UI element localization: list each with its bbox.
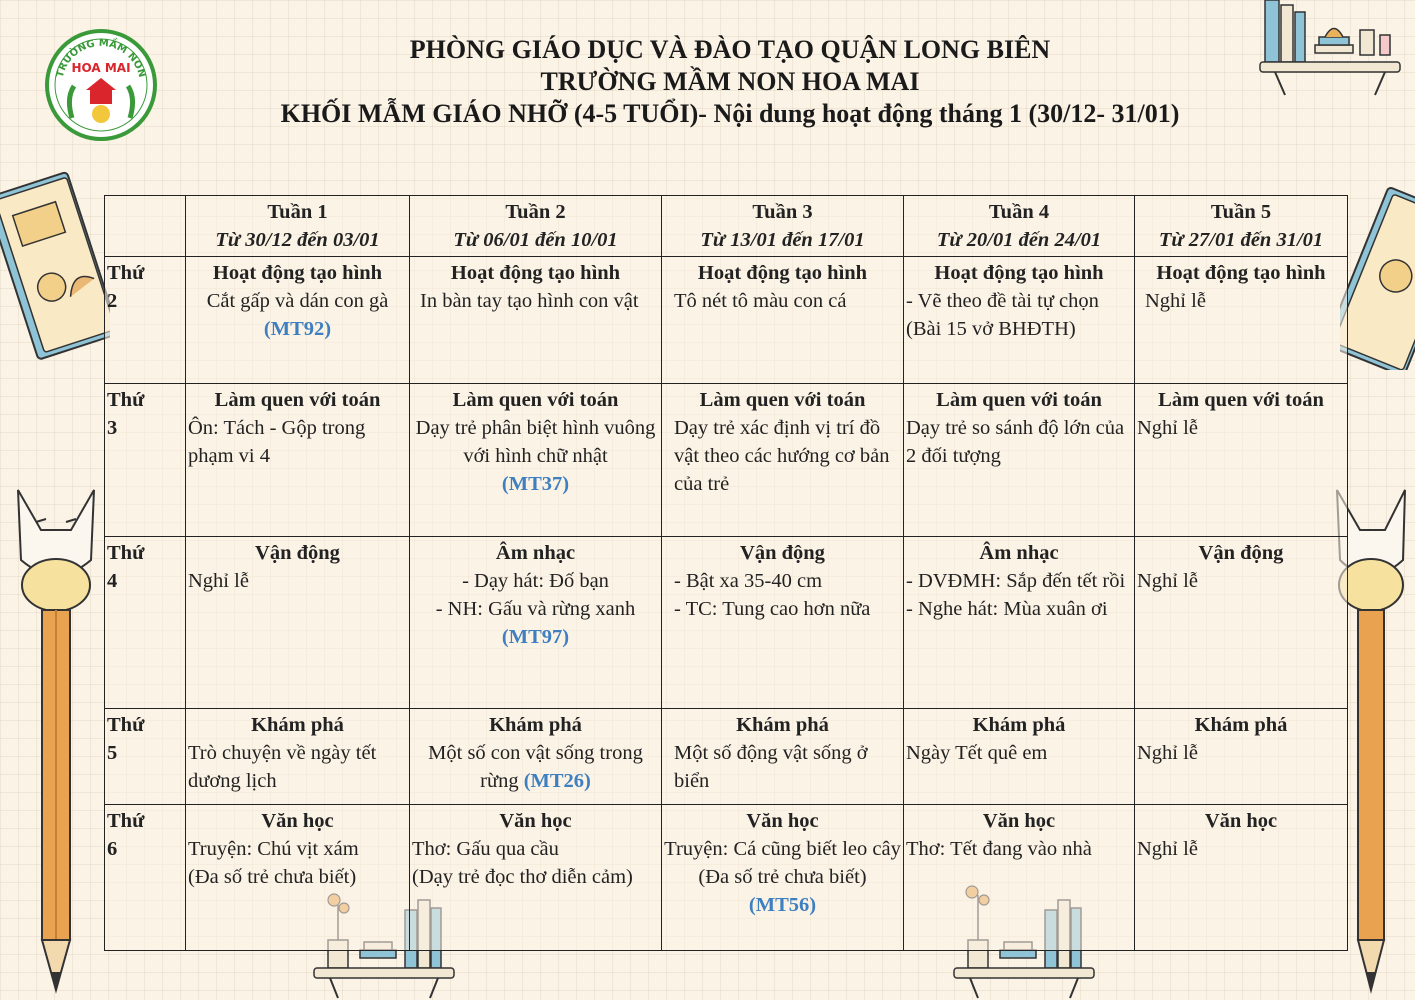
activity-cell bbox=[904, 537, 1135, 709]
day-label: Thứ 3 bbox=[105, 384, 186, 537]
activity-title: Văn học bbox=[982, 810, 1056, 832]
activity-text: (Đa số trẻ chưa biết) bbox=[698, 866, 867, 888]
activity-text: Tô nét tô màu con cá bbox=[674, 290, 847, 312]
week-range: Từ 06/01 đến 10/01 bbox=[453, 229, 618, 251]
activity-cell bbox=[1135, 709, 1348, 805]
activity-title: Làm quen với toán bbox=[452, 389, 619, 411]
activity-text: Dạy trẻ so sánh độ lớn của 2 đối tượng bbox=[906, 417, 1125, 467]
activity-title: Khám phá bbox=[251, 714, 344, 736]
activity-cell bbox=[186, 257, 410, 384]
activity-text: - Dạy hát: Đố bạn bbox=[462, 570, 609, 592]
activity-text: Nghỉ lễ bbox=[1137, 838, 1198, 860]
table-row bbox=[105, 537, 1348, 709]
activity-cell bbox=[410, 257, 662, 384]
week-name: Tuần 1 bbox=[267, 201, 328, 223]
week-name: Tuần 3 bbox=[752, 201, 813, 223]
activity-cell bbox=[662, 709, 904, 805]
activity-cell bbox=[904, 805, 1135, 951]
activity-text: Cắt gấp và dán con gà bbox=[206, 290, 389, 312]
table-row bbox=[105, 257, 1348, 384]
table-row bbox=[105, 384, 1348, 537]
activity-cell bbox=[1135, 805, 1348, 951]
activity-text: Dạy trẻ xác định vị trí đồ vật theo các hướng cơ bản của trẻ bbox=[674, 417, 890, 495]
activity-text: Một số con vật sống trong rừng bbox=[428, 742, 643, 792]
table-header-row bbox=[105, 196, 1348, 257]
activity-title: Hoạt động tạo hình bbox=[450, 262, 621, 284]
objective-code: (MT26) bbox=[523, 770, 591, 792]
activity-text: Nghỉ lễ bbox=[1137, 570, 1198, 592]
activity-text: Một số động vật sống ở biển bbox=[674, 742, 868, 792]
activity-cell bbox=[410, 384, 662, 537]
activity-text: (Đa số trẻ chưa biết) bbox=[188, 866, 357, 888]
objective-code: (MT92) bbox=[263, 318, 332, 340]
activity-text: In bàn tay tạo hình con vật bbox=[420, 290, 639, 312]
activity-text: Truyện: Chú vịt xám bbox=[188, 838, 359, 860]
table-row bbox=[105, 709, 1348, 805]
week-header bbox=[662, 196, 904, 257]
activity-text: - DVĐMH: Sắp đến tết rồi bbox=[906, 570, 1126, 592]
notebook-decoration-left bbox=[0, 165, 110, 365]
table-row bbox=[105, 805, 1348, 951]
school-logo bbox=[44, 28, 158, 142]
day-label: Thứ 5 bbox=[105, 709, 186, 805]
week-name: Tuần 4 bbox=[988, 201, 1050, 223]
activity-title: Văn học bbox=[499, 810, 572, 832]
activity-text: - Nghe hát: Mùa xuân ơi bbox=[906, 598, 1108, 620]
activity-cell bbox=[662, 257, 904, 384]
activity-cell bbox=[904, 384, 1135, 537]
objective-code: (MT97) bbox=[501, 626, 570, 648]
activity-title: Hoạt động tạo hình bbox=[1156, 262, 1326, 284]
week-range: Từ 30/12 đến 03/01 bbox=[215, 229, 380, 251]
notebook-decoration-right bbox=[1340, 180, 1415, 370]
activity-text: (Bài 15 vở BHĐTH) bbox=[906, 318, 1076, 340]
activity-title: Khám phá bbox=[1194, 714, 1288, 736]
objective-code: (MT37) bbox=[501, 473, 570, 495]
day-label: Thứ 4 bbox=[105, 537, 186, 709]
activity-title: Vận động bbox=[1198, 542, 1284, 564]
activity-title: Hoạt động tạo hình bbox=[934, 262, 1104, 284]
activity-title: Văn học bbox=[261, 810, 334, 832]
activity-cell bbox=[410, 805, 662, 951]
activity-title: Văn học bbox=[746, 810, 819, 832]
activity-text: - TC: Tung cao hơn nữa bbox=[674, 598, 871, 620]
activity-title: Khám phá bbox=[489, 714, 582, 736]
week-header bbox=[410, 196, 662, 257]
header-department: PHÒNG GIÁO DỤC VÀ ĐÀO TẠO QUẬN LONG BIÊN bbox=[409, 35, 1051, 64]
activity-text: Nghỉ lễ bbox=[1137, 742, 1198, 764]
week-name: Tuần 2 bbox=[505, 201, 566, 223]
activity-title: Khám phá bbox=[972, 714, 1066, 736]
activity-title: Âm nhạc bbox=[979, 542, 1059, 564]
week-header bbox=[904, 196, 1135, 257]
activity-title: Vận động bbox=[255, 542, 340, 564]
activity-cell bbox=[662, 805, 904, 951]
header-school: TRƯỜNG MẦM NON HOA MAI bbox=[540, 67, 920, 96]
corner-cell bbox=[105, 196, 186, 257]
activity-text: Thơ: Tết đang vào nhà bbox=[906, 838, 1092, 860]
activity-text: Nghỉ lễ bbox=[188, 570, 249, 592]
activity-title: Hoạt động tạo hình bbox=[697, 262, 868, 284]
activity-text: Nghỉ lễ bbox=[1137, 417, 1198, 439]
activity-text: Ôn: Tách - Gộp trong phạm vi 4 bbox=[188, 417, 366, 467]
activity-cell bbox=[1135, 537, 1348, 709]
week-header bbox=[186, 196, 410, 257]
day-label: Thứ 6 bbox=[105, 805, 186, 951]
activity-title: Vận động bbox=[740, 542, 825, 564]
activity-text: - NH: Gấu và rừng xanh bbox=[435, 598, 636, 620]
activity-text: Ngày Tết quê em bbox=[906, 742, 1048, 764]
activity-title: Hoạt động tạo hình bbox=[212, 262, 383, 284]
activity-cell bbox=[410, 537, 662, 709]
activity-text: - Bật xa 35-40 cm bbox=[674, 570, 823, 592]
logo-name: HOA MAI bbox=[71, 61, 131, 75]
week-range: Từ 13/01 đến 17/01 bbox=[700, 229, 865, 251]
activity-title: Làm quen với toán bbox=[936, 389, 1102, 411]
activity-cell bbox=[904, 709, 1135, 805]
objective-code: (MT56) bbox=[748, 894, 817, 916]
activity-cell bbox=[662, 537, 904, 709]
activity-text: (Dạy trẻ đọc thơ diễn cảm) bbox=[412, 866, 633, 888]
activity-text: - Vẽ theo đề tài tự chọn bbox=[906, 290, 1099, 312]
activity-title: Âm nhạc bbox=[495, 542, 576, 564]
week-name: Tuần 5 bbox=[1210, 201, 1272, 223]
activity-cell bbox=[186, 537, 410, 709]
activity-text: Truyện: Cá cũng biết leo cây bbox=[664, 838, 901, 860]
logo-arc-text: TRƯỜNG MẦM NON bbox=[54, 37, 148, 79]
activity-text: Thơ: Gấu qua cầu bbox=[412, 838, 559, 860]
activity-title: Văn học bbox=[1204, 810, 1278, 832]
activity-cell bbox=[410, 709, 662, 805]
activity-text: Nghỉ lễ bbox=[1145, 290, 1206, 312]
week-range: Từ 27/01 đến 31/01 bbox=[1158, 229, 1324, 251]
cat-pencil-decoration-left bbox=[6, 460, 106, 1000]
document-header bbox=[200, 34, 1260, 130]
activity-title: Làm quen với toán bbox=[1158, 389, 1324, 411]
activity-cell bbox=[1135, 257, 1348, 384]
day-label: Thứ 2 bbox=[105, 257, 186, 384]
week-header bbox=[1135, 196, 1348, 257]
activity-cell bbox=[904, 257, 1135, 384]
activity-cell bbox=[186, 805, 410, 951]
activity-cell bbox=[662, 384, 904, 537]
schedule-table bbox=[104, 195, 1348, 951]
activity-cell bbox=[186, 384, 410, 537]
activity-title: Làm quen với toán bbox=[214, 389, 381, 411]
bookshelf-decoration-top-right bbox=[1255, 0, 1405, 100]
activity-title: Khám phá bbox=[736, 714, 829, 736]
activity-text: Dạy trẻ phân biệt hình vuông với hình chữ nhật bbox=[415, 417, 656, 467]
activity-cell bbox=[1135, 384, 1348, 537]
activity-cell bbox=[186, 709, 410, 805]
activity-title: Làm quen với toán bbox=[699, 389, 866, 411]
activity-text: Trò chuyện về ngày tết dương lịch bbox=[188, 742, 377, 792]
week-range: Từ 20/01 đến 24/01 bbox=[936, 229, 1102, 251]
header-plan-title: KHỐI MẪM GIÁO NHỠ (4-5 TUỔI)- Nội dung hoạt động tháng 1 (30/12- 31/01) bbox=[280, 99, 1180, 128]
